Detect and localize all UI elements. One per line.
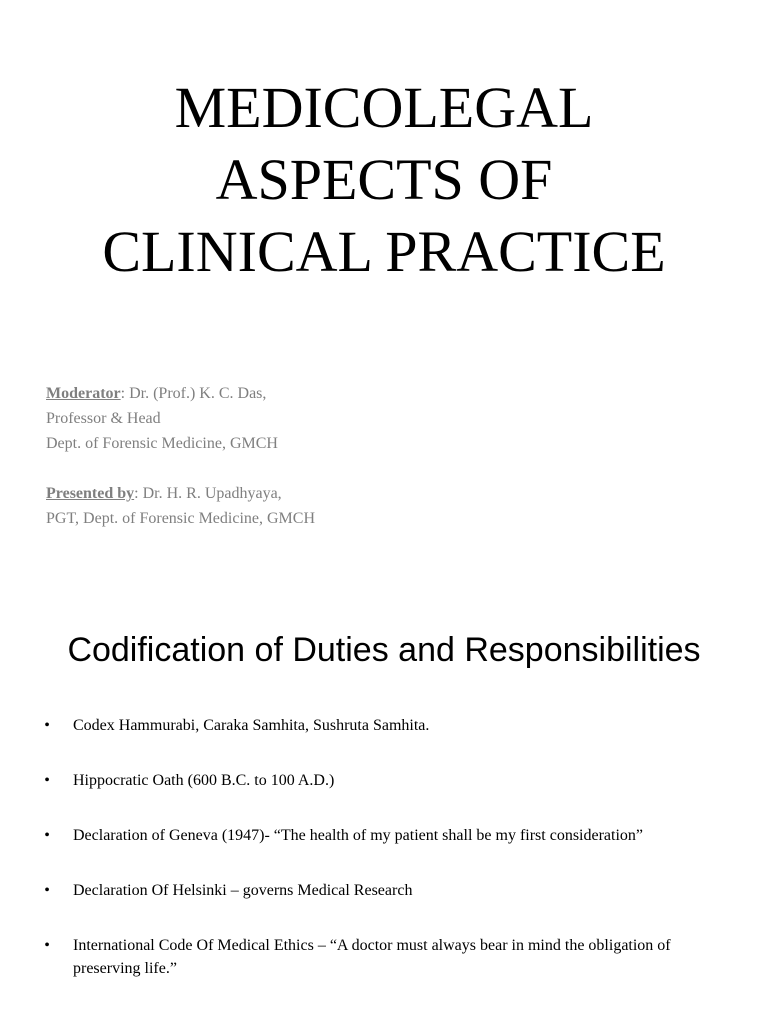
slide-heading: Codification of Duties and Responsibilities	[67, 631, 701, 669]
list-item	[42, 934, 732, 980]
list-item-text: International Code Of Medical Ethics – “A doctor must always bear in mind the obligation of preserving life.”	[73, 937, 671, 977]
bullet-icon: •	[44, 717, 50, 734]
moderator-label: Moderator	[46, 385, 121, 402]
list-item-text: Hippocratic Oath (600 B.C. to 100 A.D.)	[73, 772, 335, 789]
bullet-icon: •	[44, 937, 50, 954]
presenter-label: Presented by	[46, 485, 135, 502]
presenter-line	[46, 481, 315, 506]
title-line: CLINICAL PRACTICE	[102, 219, 666, 284]
bullet-icon: •	[44, 772, 50, 789]
list-item	[42, 714, 732, 737]
list-item	[42, 769, 732, 792]
list-item-text: Codex Hammurabi, Caraka Samhita, Sushruta Samhita.	[73, 717, 430, 734]
list-item	[42, 824, 732, 847]
slide-title	[0, 72, 768, 288]
moderator-dept: Dept. of Forensic Medicine, GMCH	[46, 435, 278, 452]
moderator-name: : Dr. (Prof.) K. C. Das,	[120, 385, 267, 402]
list-item-text: Declaration Of Helsinki – governs Medical Research	[73, 882, 413, 899]
moderator-role: Professor & Head	[46, 410, 161, 427]
bullet-icon: •	[44, 882, 50, 899]
spacer	[46, 456, 315, 481]
list-item-text: Declaration of Geneva (1947)- “The health of my patient shall be my first consideration”	[73, 827, 644, 844]
credits-block	[46, 381, 315, 531]
content-slide	[0, 560, 768, 1024]
bullet-icon: •	[44, 827, 50, 844]
title-line: ASPECTS OF	[215, 147, 553, 212]
title-line: MEDICOLEGAL	[174, 75, 594, 140]
list-item	[42, 879, 732, 902]
bullet-list	[42, 714, 732, 1012]
moderator-line	[46, 381, 315, 406]
presenter-name: : Dr. H. R. Upadhyaya,	[134, 485, 282, 502]
presenter-dept: PGT, Dept. of Forensic Medicine, GMCH	[46, 510, 315, 527]
